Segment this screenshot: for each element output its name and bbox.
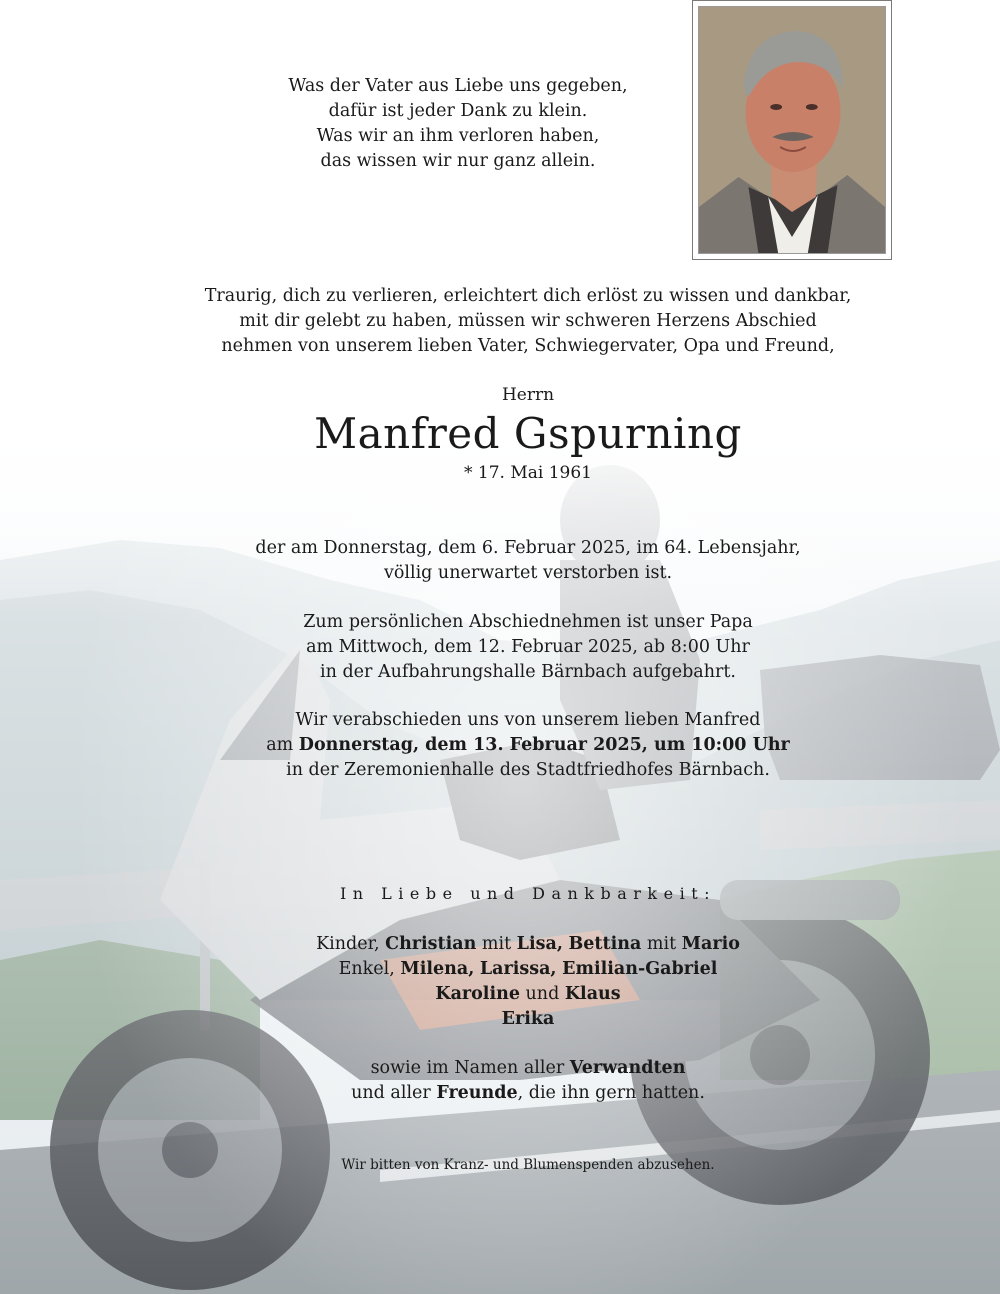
birth-date: * 17. Mai 1961 <box>464 463 592 483</box>
viewing-line: am Mittwoch, dem 12. Februar 2025, ab 8:00 Uhr <box>306 637 750 657</box>
friends-bold: Freunde <box>436 1083 518 1103</box>
relatives-prefix: sowie im Namen aller <box>370 1058 570 1078</box>
intro-line: mit dir gelebt zu haben, müssen wir schweren Herzens Abschied <box>239 311 817 331</box>
friends-suffix: , die ihn gern hatten. <box>517 1083 705 1103</box>
relative-name: Karoline <box>435 984 520 1004</box>
grandchild-name: Larissa, <box>479 959 557 979</box>
grandchildren-line <box>28 957 1000 982</box>
partner-line <box>28 1007 1000 1032</box>
grandchild-name: Milena, <box>400 959 475 979</box>
grandchildren-prefix: Enkel, <box>338 959 401 979</box>
funeral-prefix: am <box>266 735 299 755</box>
funeral-date-time: Donnerstag, dem 13. Februar 2025, um 10:00 Uhr <box>298 735 790 755</box>
deceased-name: Manfred Gspurning <box>314 409 742 458</box>
funeral-line-1: Wir verabschieden uns von unserem lieben Manfred <box>295 710 761 730</box>
death-notice <box>28 536 1000 586</box>
poem-line: Was der Vater aus Liebe uns gegeben, <box>288 76 628 96</box>
viewing-info <box>28 610 1000 685</box>
intro-text <box>28 284 1000 359</box>
relatives-line-2 <box>28 1081 1000 1106</box>
children-line <box>28 932 1000 957</box>
grandchild-name: Emilian-Gabriel <box>562 959 718 979</box>
with-text: mit <box>641 934 682 954</box>
poem <box>158 74 758 174</box>
death-line: der am Donnerstag, dem 6. Februar 2025, im 64. Lebensjahr, <box>255 538 801 558</box>
partner-name: Lisa, <box>516 934 563 954</box>
death-line: völlig unerwartet verstorben ist. <box>383 563 673 583</box>
poem-line: dafür ist jeder Dank zu klein. <box>328 101 588 121</box>
relative-name: Klaus <box>564 984 621 1004</box>
child-name: Christian <box>385 934 477 954</box>
salutation: Herrn <box>501 385 555 405</box>
with-text: mit <box>476 934 517 954</box>
funeral-line-3: in der Zeremonienhalle des Stadtfriedhofes Bärnbach. <box>286 760 770 780</box>
intro-line: nehmen von unserem lieben Vater, Schwiegervater, Opa und Freund, <box>221 336 835 356</box>
poem-line: das wissen wir nur ganz allein. <box>320 151 596 171</box>
siblings-line <box>28 982 1000 1007</box>
child-name: Bettina <box>568 934 642 954</box>
intro-line: Traurig, dich zu verlieren, erleichtert dich erlöst zu wissen und dankbar, <box>204 286 852 306</box>
children-prefix: Kinder, <box>316 934 386 954</box>
friends-prefix: und aller <box>351 1083 437 1103</box>
relative-name: Erika <box>501 1009 555 1029</box>
relatives-bold: Verwandten <box>569 1058 686 1078</box>
partner-name: Mario <box>681 934 740 954</box>
wreath-note: Wir bitten von Kranz- und Blumenspenden abzusehen. <box>341 1157 715 1173</box>
relatives-text <box>28 1056 1000 1106</box>
relatives-line-1 <box>28 1056 1000 1081</box>
viewing-line: in der Aufbahrungshalle Bärnbach aufgebahrt. <box>320 662 736 682</box>
viewing-line: Zum persönlichen Abschiednehmen ist unser Papa <box>303 612 753 632</box>
love-heading: In Liebe und Dankbarkeit: <box>339 884 717 903</box>
and-text: und <box>519 984 565 1004</box>
family-list <box>28 932 1000 1032</box>
poem-line: Was wir an ihm verloren haben, <box>316 126 600 146</box>
funeral-info <box>28 708 1000 783</box>
funeral-line-2 <box>28 733 1000 758</box>
